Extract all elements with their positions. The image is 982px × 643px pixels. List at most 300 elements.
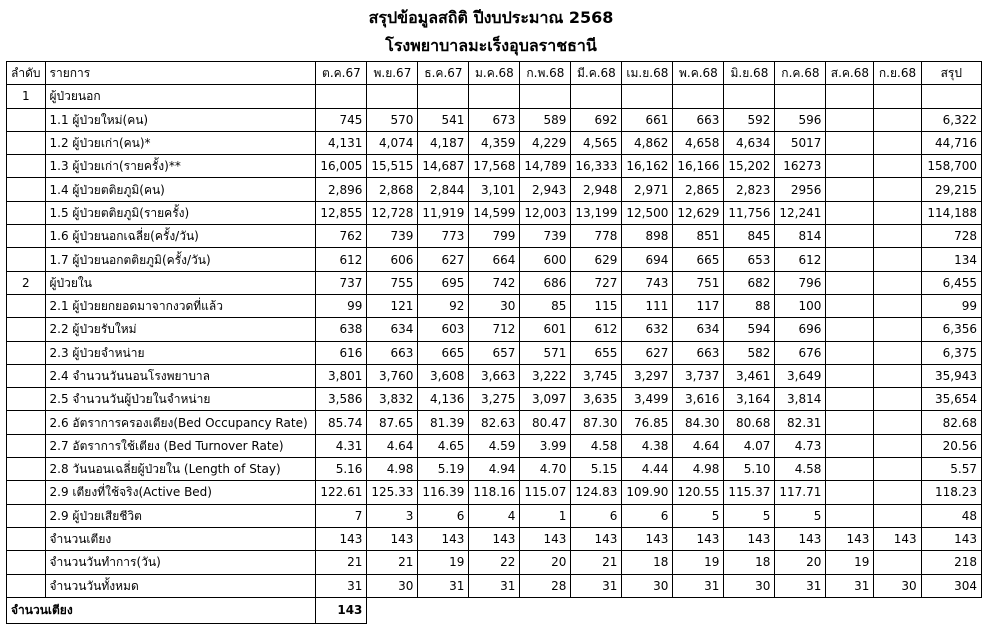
row-value: 3,616 <box>673 388 724 411</box>
row-index <box>7 364 46 387</box>
row-value: 19 <box>826 551 874 574</box>
row-value: 3,164 <box>724 388 775 411</box>
row-value: 4,074 <box>367 131 418 154</box>
row-value: 663 <box>673 108 724 131</box>
row-value: 109.90 <box>622 481 673 504</box>
row-value: 696 <box>775 318 826 341</box>
table-row <box>7 388 982 411</box>
row-value: 12,629 <box>673 201 724 224</box>
row-value: 663 <box>367 341 418 364</box>
row-value: 111 <box>622 294 673 317</box>
empty-cell <box>826 597 874 623</box>
row-value <box>826 318 874 341</box>
row-index <box>7 201 46 224</box>
row-value: 122.61 <box>316 481 367 504</box>
table-row <box>7 411 982 434</box>
row-value: 31 <box>673 574 724 597</box>
row-label: 2.7 อัตราการใช้เตียง (Bed Turnover Rate) <box>45 434 316 457</box>
row-value: 115.07 <box>520 481 571 504</box>
row-value: 3,499 <box>622 388 673 411</box>
row-value: 115 <box>571 294 622 317</box>
row-label: จำนวนวันทำการ(วัน) <box>45 551 316 574</box>
row-value <box>874 504 921 527</box>
row-value: 4,565 <box>571 131 622 154</box>
row-value <box>826 131 874 154</box>
row-value <box>673 85 724 108</box>
row-value <box>874 248 921 271</box>
row-value: 1 <box>520 504 571 527</box>
row-value: 676 <box>775 341 826 364</box>
row-value: 627 <box>622 341 673 364</box>
row-value: 11,919 <box>418 201 469 224</box>
row-index <box>7 178 46 201</box>
row-value: 638 <box>316 318 367 341</box>
row-index <box>7 458 46 481</box>
row-value: 665 <box>418 341 469 364</box>
row-value: 13,199 <box>571 201 622 224</box>
row-value: 116.39 <box>418 481 469 504</box>
row-value: 4.94 <box>469 458 520 481</box>
row-label: 1.7 ผู้ป่วยนอกตติยภูมิ(ครั้ง/วัน) <box>45 248 316 271</box>
header-month: เม.ย.68 <box>622 62 673 85</box>
row-label: 2.2 ผู้ป่วยรับใหม่ <box>45 318 316 341</box>
row-value: 851 <box>673 225 724 248</box>
row-value: 762 <box>316 225 367 248</box>
row-value: 4,136 <box>418 388 469 411</box>
row-index: 2 <box>7 271 46 294</box>
row-total: 44,716 <box>921 131 981 154</box>
row-value <box>826 388 874 411</box>
row-total: 48 <box>921 504 981 527</box>
row-value: 3,737 <box>673 364 724 387</box>
row-value: 12,855 <box>316 201 367 224</box>
row-value: 118.16 <box>469 481 520 504</box>
header-month: ต.ค.67 <box>316 62 367 85</box>
row-value: 99 <box>316 294 367 317</box>
row-value: 570 <box>367 108 418 131</box>
row-value: 143 <box>316 527 367 550</box>
row-value: 737 <box>316 271 367 294</box>
table-row <box>7 271 982 294</box>
row-label: 2.9 เตียงที่ใช้จริง(Active Bed) <box>45 481 316 504</box>
row-value: 655 <box>571 341 622 364</box>
table-row <box>7 155 982 178</box>
row-total: 29,215 <box>921 178 981 201</box>
row-value: 3,608 <box>418 364 469 387</box>
hospital-name: โรงพยาบาลมะเร็งอุบลราชธานี <box>385 36 597 55</box>
row-index <box>7 574 46 597</box>
row-value: 2,868 <box>367 178 418 201</box>
row-value: 21 <box>367 551 418 574</box>
row-value: 12,728 <box>367 201 418 224</box>
row-value: 4.38 <box>622 434 673 457</box>
row-value: 664 <box>469 248 520 271</box>
row-value: 4.44 <box>622 458 673 481</box>
row-value <box>826 155 874 178</box>
row-total: 158,700 <box>921 155 981 178</box>
row-value: 31 <box>826 574 874 597</box>
header-month: พ.ย.67 <box>367 62 418 85</box>
empty-cell <box>921 597 981 623</box>
row-total: 118.23 <box>921 481 981 504</box>
row-value: 592 <box>724 108 775 131</box>
row-value: 20 <box>775 551 826 574</box>
row-value <box>826 108 874 131</box>
row-label: 2.3 ผู้ป่วยจำหน่าย <box>45 341 316 364</box>
row-value: 814 <box>775 225 826 248</box>
header-month: ก.ค.68 <box>775 62 826 85</box>
row-value: 22 <box>469 551 520 574</box>
row-value <box>826 294 874 317</box>
row-value: 21 <box>316 551 367 574</box>
row-value: 4.98 <box>673 458 724 481</box>
row-label: 1.2 ผู้ป่วยเก่า(คน)* <box>45 131 316 154</box>
row-index <box>7 294 46 317</box>
row-value: 19 <box>673 551 724 574</box>
row-value: 100 <box>775 294 826 317</box>
table-row <box>7 178 982 201</box>
row-value: 4.65 <box>418 434 469 457</box>
row-value: 143 <box>571 527 622 550</box>
row-value: 7 <box>316 504 367 527</box>
row-value <box>826 85 874 108</box>
row-value: 5.19 <box>418 458 469 481</box>
row-value <box>571 85 622 108</box>
row-value <box>826 248 874 271</box>
row-value: 12,003 <box>520 201 571 224</box>
row-value: 30 <box>367 574 418 597</box>
row-value <box>826 201 874 224</box>
row-value <box>874 178 921 201</box>
row-value: 695 <box>418 271 469 294</box>
row-value: 3,832 <box>367 388 418 411</box>
row-value: 661 <box>622 108 673 131</box>
row-value: 799 <box>469 225 520 248</box>
statistics-table <box>6 61 982 624</box>
row-value: 143 <box>418 527 469 550</box>
table-row <box>7 458 982 481</box>
row-value: 4.73 <box>775 434 826 457</box>
row-total: 20.56 <box>921 434 981 457</box>
row-value: 673 <box>469 108 520 131</box>
row-value <box>874 201 921 224</box>
row-value: 606 <box>367 248 418 271</box>
row-value <box>874 411 921 434</box>
row-value: 115.37 <box>724 481 775 504</box>
row-value: 14,789 <box>520 155 571 178</box>
row-value: 727 <box>571 271 622 294</box>
row-value: 745 <box>316 108 367 131</box>
row-value: 81.39 <box>418 411 469 434</box>
empty-cell <box>571 597 622 623</box>
row-total: 35,943 <box>921 364 981 387</box>
row-total: 82.68 <box>921 411 981 434</box>
row-value: 601 <box>520 318 571 341</box>
row-value: 82.63 <box>469 411 520 434</box>
row-index <box>7 318 46 341</box>
row-value: 143 <box>520 527 571 550</box>
row-value: 686 <box>520 271 571 294</box>
empty-cell <box>469 597 520 623</box>
row-value: 4,187 <box>418 131 469 154</box>
empty-cell <box>775 597 826 623</box>
footer-value: 143 <box>316 597 367 623</box>
row-value: 76.85 <box>622 411 673 434</box>
row-value: 3,814 <box>775 388 826 411</box>
row-total: 134 <box>921 248 981 271</box>
empty-cell <box>418 597 469 623</box>
table-row <box>7 574 982 597</box>
row-value: 616 <box>316 341 367 364</box>
row-index <box>7 225 46 248</box>
header-month: ก.ย.68 <box>874 62 921 85</box>
row-value: 30 <box>469 294 520 317</box>
row-value: 712 <box>469 318 520 341</box>
row-value <box>367 85 418 108</box>
row-value: 665 <box>673 248 724 271</box>
row-label: 1.5 ผู้ป่วยตติยภูมิ(รายครั้ง) <box>45 201 316 224</box>
row-value: 30 <box>622 574 673 597</box>
row-value: 612 <box>775 248 826 271</box>
row-label: 1.6 ผู้ป่วยนอกเฉลี่ย(ครั้ง/วัน) <box>45 225 316 248</box>
row-value: 594 <box>724 318 775 341</box>
row-value: 18 <box>622 551 673 574</box>
row-value: 87.65 <box>367 411 418 434</box>
row-value: 143 <box>469 527 520 550</box>
row-value: 778 <box>571 225 622 248</box>
table-row <box>7 294 982 317</box>
row-value: 634 <box>367 318 418 341</box>
row-label: 2.9 ผู้ป่วยเสียชีวิต <box>45 504 316 527</box>
row-value: 18 <box>724 551 775 574</box>
header-month: พ.ค.68 <box>673 62 724 85</box>
row-value <box>874 318 921 341</box>
row-value: 3,745 <box>571 364 622 387</box>
row-value <box>826 504 874 527</box>
row-label: 2.5 จำนวนวันผู้ป่วยในจำหน่าย <box>45 388 316 411</box>
row-value: 743 <box>622 271 673 294</box>
row-value: 120.55 <box>673 481 724 504</box>
row-value: 2,823 <box>724 178 775 201</box>
table-row <box>7 434 982 457</box>
row-value: 4.98 <box>367 458 418 481</box>
row-value: 20 <box>520 551 571 574</box>
row-value: 5 <box>724 504 775 527</box>
row-value: 85.74 <box>316 411 367 434</box>
row-value: 28 <box>520 574 571 597</box>
table-row <box>7 225 982 248</box>
row-total: 99 <box>921 294 981 317</box>
row-value: 603 <box>418 318 469 341</box>
row-value <box>826 434 874 457</box>
row-value: 3,275 <box>469 388 520 411</box>
row-index <box>7 131 46 154</box>
row-value: 663 <box>673 341 724 364</box>
row-value: 4.59 <box>469 434 520 457</box>
row-value: 11,756 <box>724 201 775 224</box>
row-value: 6 <box>622 504 673 527</box>
row-value: 2,865 <box>673 178 724 201</box>
row-value <box>874 434 921 457</box>
row-value: 739 <box>367 225 418 248</box>
empty-cell <box>673 597 724 623</box>
row-value: 2956 <box>775 178 826 201</box>
row-value <box>826 271 874 294</box>
row-index <box>7 248 46 271</box>
table-row <box>7 248 982 271</box>
row-value <box>874 294 921 317</box>
header-month: ธ.ค.67 <box>418 62 469 85</box>
row-index <box>7 434 46 457</box>
row-value <box>874 481 921 504</box>
header-label: รายการ <box>45 62 316 85</box>
header-month: ม.ค.68 <box>469 62 520 85</box>
row-value: 571 <box>520 341 571 364</box>
row-index <box>7 411 46 434</box>
row-value: 16,005 <box>316 155 367 178</box>
row-value: 2,943 <box>520 178 571 201</box>
row-value <box>874 155 921 178</box>
row-value: 632 <box>622 318 673 341</box>
row-value: 627 <box>418 248 469 271</box>
row-value: 751 <box>673 271 724 294</box>
row-value: 3,297 <box>622 364 673 387</box>
row-value: 143 <box>724 527 775 550</box>
row-index <box>7 504 46 527</box>
row-value: 31 <box>571 574 622 597</box>
row-value: 4.70 <box>520 458 571 481</box>
row-value: 16273 <box>775 155 826 178</box>
empty-cell <box>520 597 571 623</box>
row-value: 19 <box>418 551 469 574</box>
row-value: 3,586 <box>316 388 367 411</box>
row-value <box>724 85 775 108</box>
row-value: 3.99 <box>520 434 571 457</box>
row-value: 3,663 <box>469 364 520 387</box>
row-value: 15,202 <box>724 155 775 178</box>
row-value: 117 <box>673 294 724 317</box>
row-value: 125.33 <box>367 481 418 504</box>
row-value: 3 <box>367 504 418 527</box>
row-value: 3,101 <box>469 178 520 201</box>
footer-row <box>7 597 982 623</box>
row-value: 5 <box>673 504 724 527</box>
row-index <box>7 481 46 504</box>
row-value: 3,801 <box>316 364 367 387</box>
row-value: 30 <box>874 574 921 597</box>
row-value: 5.16 <box>316 458 367 481</box>
row-value: 143 <box>673 527 724 550</box>
row-label: ผู้ป่วยใน <box>45 271 316 294</box>
row-value: 3,635 <box>571 388 622 411</box>
row-value: 4.58 <box>775 458 826 481</box>
row-value: 6 <box>418 504 469 527</box>
row-value <box>826 411 874 434</box>
row-value <box>874 85 921 108</box>
row-value <box>520 85 571 108</box>
empty-cell <box>622 597 673 623</box>
row-total: 304 <box>921 574 981 597</box>
row-value: 612 <box>316 248 367 271</box>
header-month: ส.ค.68 <box>826 62 874 85</box>
row-value <box>874 108 921 131</box>
row-value <box>622 85 673 108</box>
row-value: 3,222 <box>520 364 571 387</box>
row-total: 728 <box>921 225 981 248</box>
row-label: 2.6 อัตราการครองเตียง(Bed Occupancy Rate) <box>45 411 316 434</box>
row-value: 4.64 <box>673 434 724 457</box>
row-label: 2.8 วันนอนเฉลี่ยผู้ป่วยใน (Length of Stay) <box>45 458 316 481</box>
row-value: 4.07 <box>724 434 775 457</box>
row-value: 657 <box>469 341 520 364</box>
row-value <box>874 271 921 294</box>
row-value: 143 <box>367 527 418 550</box>
row-value: 80.68 <box>724 411 775 434</box>
empty-cell <box>724 597 775 623</box>
row-value: 4 <box>469 504 520 527</box>
row-label: 2.4 จำนวนวันนอนโรงพยาบาล <box>45 364 316 387</box>
row-value: 80.47 <box>520 411 571 434</box>
row-label: 2.1 ผู้ป่วยยกยอดมาจากงวดที่แล้ว <box>45 294 316 317</box>
row-total: 143 <box>921 527 981 550</box>
table-row <box>7 341 982 364</box>
row-value: 4,131 <box>316 131 367 154</box>
row-index <box>7 527 46 550</box>
row-total: 6,375 <box>921 341 981 364</box>
row-value: 82.31 <box>775 411 826 434</box>
row-value: 898 <box>622 225 673 248</box>
row-value: 4.31 <box>316 434 367 457</box>
header-month: มิ.ย.68 <box>724 62 775 85</box>
row-index: 1 <box>7 85 46 108</box>
row-value <box>874 458 921 481</box>
row-value: 16,162 <box>622 155 673 178</box>
row-index <box>7 155 46 178</box>
row-value <box>826 364 874 387</box>
row-value: 600 <box>520 248 571 271</box>
row-label: 1.4 ผู้ป่วยตติยภูมิ(คน) <box>45 178 316 201</box>
row-total <box>921 85 981 108</box>
row-value <box>826 458 874 481</box>
row-index <box>7 551 46 574</box>
row-value <box>874 388 921 411</box>
row-value: 21 <box>571 551 622 574</box>
row-label: 1.3 ผู้ป่วยเก่า(รายครั้ง)** <box>45 155 316 178</box>
row-value: 6 <box>571 504 622 527</box>
row-value: 4,634 <box>724 131 775 154</box>
row-value: 14,599 <box>469 201 520 224</box>
row-value: 31 <box>469 574 520 597</box>
row-value: 5.10 <box>724 458 775 481</box>
row-value <box>874 364 921 387</box>
row-value: 2,896 <box>316 178 367 201</box>
row-value: 16,333 <box>571 155 622 178</box>
row-value <box>418 85 469 108</box>
row-value: 12,500 <box>622 201 673 224</box>
table-row <box>7 85 982 108</box>
row-total: 6,356 <box>921 318 981 341</box>
row-value: 17,568 <box>469 155 520 178</box>
table-row <box>7 504 982 527</box>
row-total: 6,455 <box>921 271 981 294</box>
row-value: 12,241 <box>775 201 826 224</box>
row-value <box>826 341 874 364</box>
row-value <box>874 551 921 574</box>
row-value: 85 <box>520 294 571 317</box>
row-value: 30 <box>724 574 775 597</box>
row-value: 739 <box>520 225 571 248</box>
row-value <box>316 85 367 108</box>
